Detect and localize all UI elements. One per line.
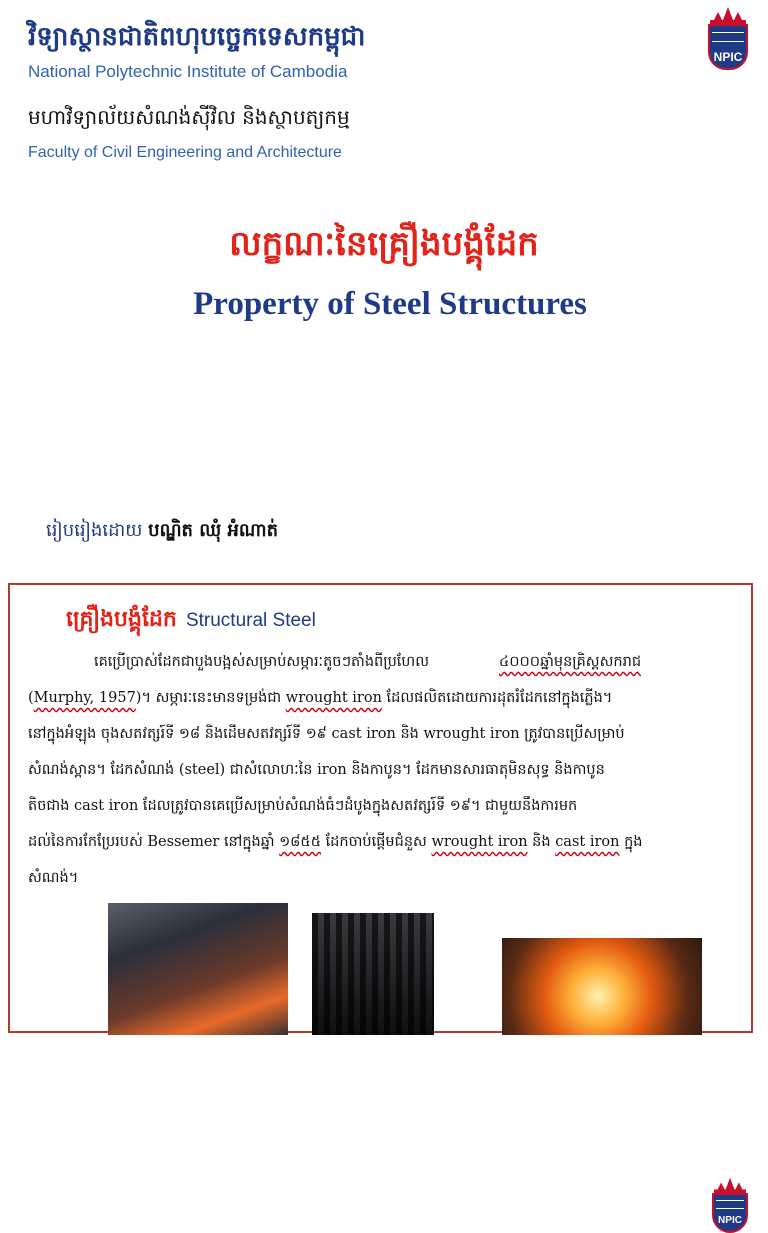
- paragraph-line-5: តិចជាង cast iron ដែលត្រូវបានគេប្រើសម្រាប់សំណង់ធំៗដំបូងក្នុងសតវត្សរ៍ទី ១៩។ ជាមួយនឹងការមក: [28, 798, 578, 814]
- slide-title-kh: គ្រឿងបង្គុំដែក: [66, 607, 177, 632]
- author-line: [46, 518, 278, 545]
- npic-logo: [708, 6, 748, 70]
- logo-label: NPIC: [718, 1215, 742, 1226]
- paragraph-line-6: ដល់នៃការកែប្រែរបស់ Bessemer នៅក្នុងឆ្នាំ ១៨៥៥ ដែកចាប់ផ្តើមជំនួស wrought iron និង cast iron ក្នុង: [28, 834, 643, 850]
- paragraph-line-3: នៅក្នុងអំឡុង ចុងសតវត្សរ៍ទី ១៨ និងដើមសតវត្សរ៍ទី ១៩ cast iron និង wrought iron ត្រូវបានប្រើសម្រាប់: [28, 726, 625, 742]
- institute-name-en: National Polytechnic Institute of Cambodia: [28, 62, 348, 81]
- steel-mill-photo: [108, 903, 288, 1035]
- main-title-en: Property of Steel Structures: [193, 286, 587, 322]
- paragraph-line-7: សំណង់។: [28, 870, 79, 886]
- temple-icon: [708, 6, 748, 24]
- author-label: រៀបរៀងដោយ: [46, 520, 143, 541]
- author-name: បណ្ឌិត ឈុំ អំណាត់: [148, 520, 279, 541]
- paragraph-line-4: សំណង់ស្ពាន។ ដែកសំណង់ (steel) ជាសំលោហៈនៃ iron និងកាបូន។ ដែកមានសារធាតុមិនសុទ្ធ និងកាបូន: [28, 762, 605, 778]
- paragraph-line-1: គេប្រើប្រាស់ដែកជាបួងបង្អស់សម្រាប់សម្ភារៈតូចៗតាំងពីប្រហែល ៤០០០ឆ្នាំមុនគ្រិស្តសករាជ: [94, 654, 642, 670]
- slide-preview: [8, 583, 753, 1226]
- slide-title: [66, 605, 316, 637]
- logo-label: NPIC: [713, 50, 743, 64]
- faculty-name-kh: មហាវិទ្យាល័យសំណង់ស៊ីវិល និងស្ថាបត្យកម្ម: [28, 105, 350, 129]
- steel-structure-photo: [312, 913, 434, 1035]
- furnace-photo: [502, 938, 702, 1035]
- faculty-name-en: Faculty of Civil Engineering and Architecture: [28, 144, 342, 161]
- npic-logo-small: [712, 1177, 748, 1233]
- paragraph-line-2: (Murphy, 1957)។ សម្ភារៈនេះមានទម្រង់ជា wrought iron ដែលផលិតដោយការដុតរំដែកនៅក្នុងភ្លើង។: [28, 690, 613, 706]
- main-title-kh: លក្ខណៈនៃគ្រឿងបង្គុំដែក: [229, 224, 539, 264]
- institute-name-kh: វិទ្យាស្ថានជាតិពហុបច្ចេកទេសកម្ពុជា: [28, 22, 366, 52]
- temple-icon: [712, 1177, 748, 1193]
- slide-title-en: Structural Steel: [185, 610, 316, 631]
